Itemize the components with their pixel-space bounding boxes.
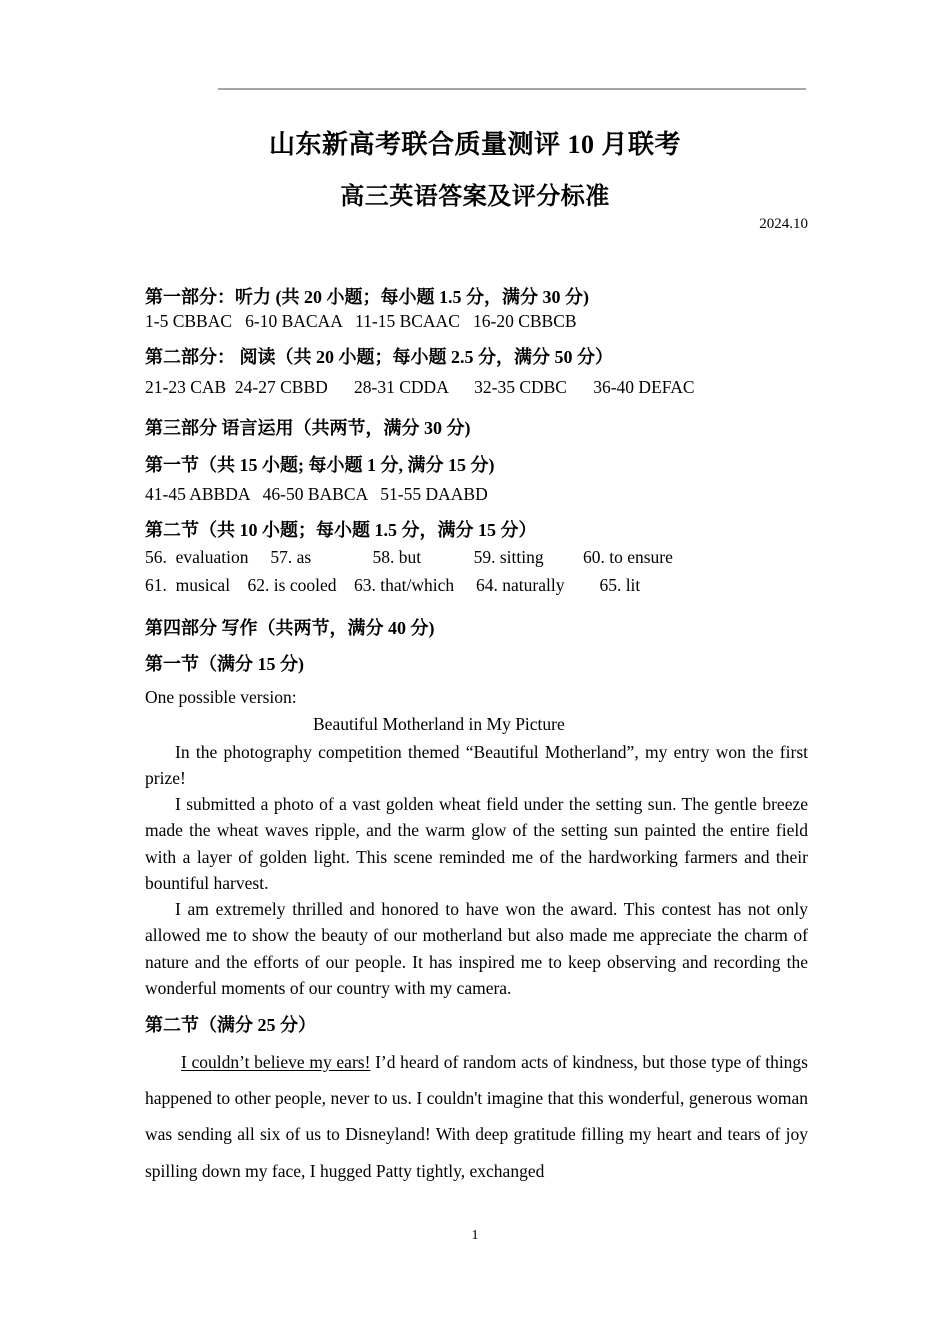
part-three-heading: 第三部分 语言运用（共两节，满分 30 分): [145, 418, 471, 439]
part-one-answers: 1-5 CBBAC 6-10 BACAA 11-15 BCAAC 16-20 CBBCB: [145, 311, 577, 332]
part-four-section-two-heading: 第二节（满分 25 分）: [145, 1015, 316, 1036]
essay-paragraph-3: I am extremely thrilled and honored to have won the award. This contest has not only allowed me to show the beauty of our motherland but also made me appreciate the charm of nature and the efforts of our people. It has inspired me to keep observing and recording the wonderful moments of our country with my camera.: [145, 899, 808, 998]
part-three-section-one-heading: 第一节（共 15 小题; 每小题 1 分, 满分 15 分): [145, 454, 495, 475]
continuation-paragraph: [145, 1044, 808, 1190]
header-divider: [218, 88, 806, 90]
part-three-section-one-answers: 41-45 ABBDA 46-50 BABCA 51-55 DAABD: [145, 484, 488, 505]
page-number: 1: [471, 1228, 479, 1243]
essay-paragraph-1: In the photography competition themed “Beautiful Motherland”, my entry won the first prize!: [145, 741, 808, 788]
possible-version-note: One possible version:: [145, 686, 297, 707]
essay-paragraph-2: I submitted a photo of a vast golden wheat field under the setting sun. The gentle breeze made the wheat waves ripple, and the warm glow of the setting sun painted the entire field with a layer of golden light. This scene reminded me of the hardworking farmers and their bountiful harvest.: [145, 794, 808, 893]
answer-content: [145, 286, 808, 1189]
part-two-heading: 第二部分： 阅读（共 20 小题；每小题 2.5 分，满分 50 分）: [145, 347, 613, 368]
part-four-heading: 第四部分 写作（共两节，满分 40 分): [145, 617, 435, 638]
document-title-primary: 山东新高考联合质量测评 10 月联考: [268, 130, 681, 159]
continuation-body: I’d heard of random acts of kindness, but those type of things happened to other people, never to us. I couldn't imagine that this wonderful, generous woman was sending all six of us to Disneyland! With deep gratitude filling my heart and tears of joy spilling down my face, I hugged Patty tightly, exchanged: [145, 1051, 808, 1181]
part-one-heading: 第一部分：听力 (共 20 小题；每小题 1.5 分，满分 30 分): [145, 287, 589, 307]
essay-title: Beautiful Motherland in My Picture: [313, 714, 565, 735]
part-three-section-two-answers-line-1: 56. evaluation 57. as 58. but 59. sitting 60. to ensure: [145, 547, 673, 568]
part-three-section-two-heading: 第二节（共 10 小题；每小题 1.5 分，满分 15 分）: [145, 519, 537, 540]
continuation-opening-underlined: I couldn’t believe my ears!: [181, 1051, 371, 1072]
document-title-secondary: 高三英语答案及评分标准: [340, 184, 610, 210]
document-date: 2024.10: [759, 216, 808, 232]
part-four-section-one-heading: 第一节（满分 15 分): [145, 654, 304, 675]
part-three-section-two-answers-line-2: 61. musical 62. is cooled 63. that/which 64. naturally 65. lit: [145, 575, 641, 596]
part-two-answers: 21-23 CAB 24-27 CBBD 28-31 CDDA 32-35 CDBC 36-40 DEFAC: [145, 376, 695, 397]
